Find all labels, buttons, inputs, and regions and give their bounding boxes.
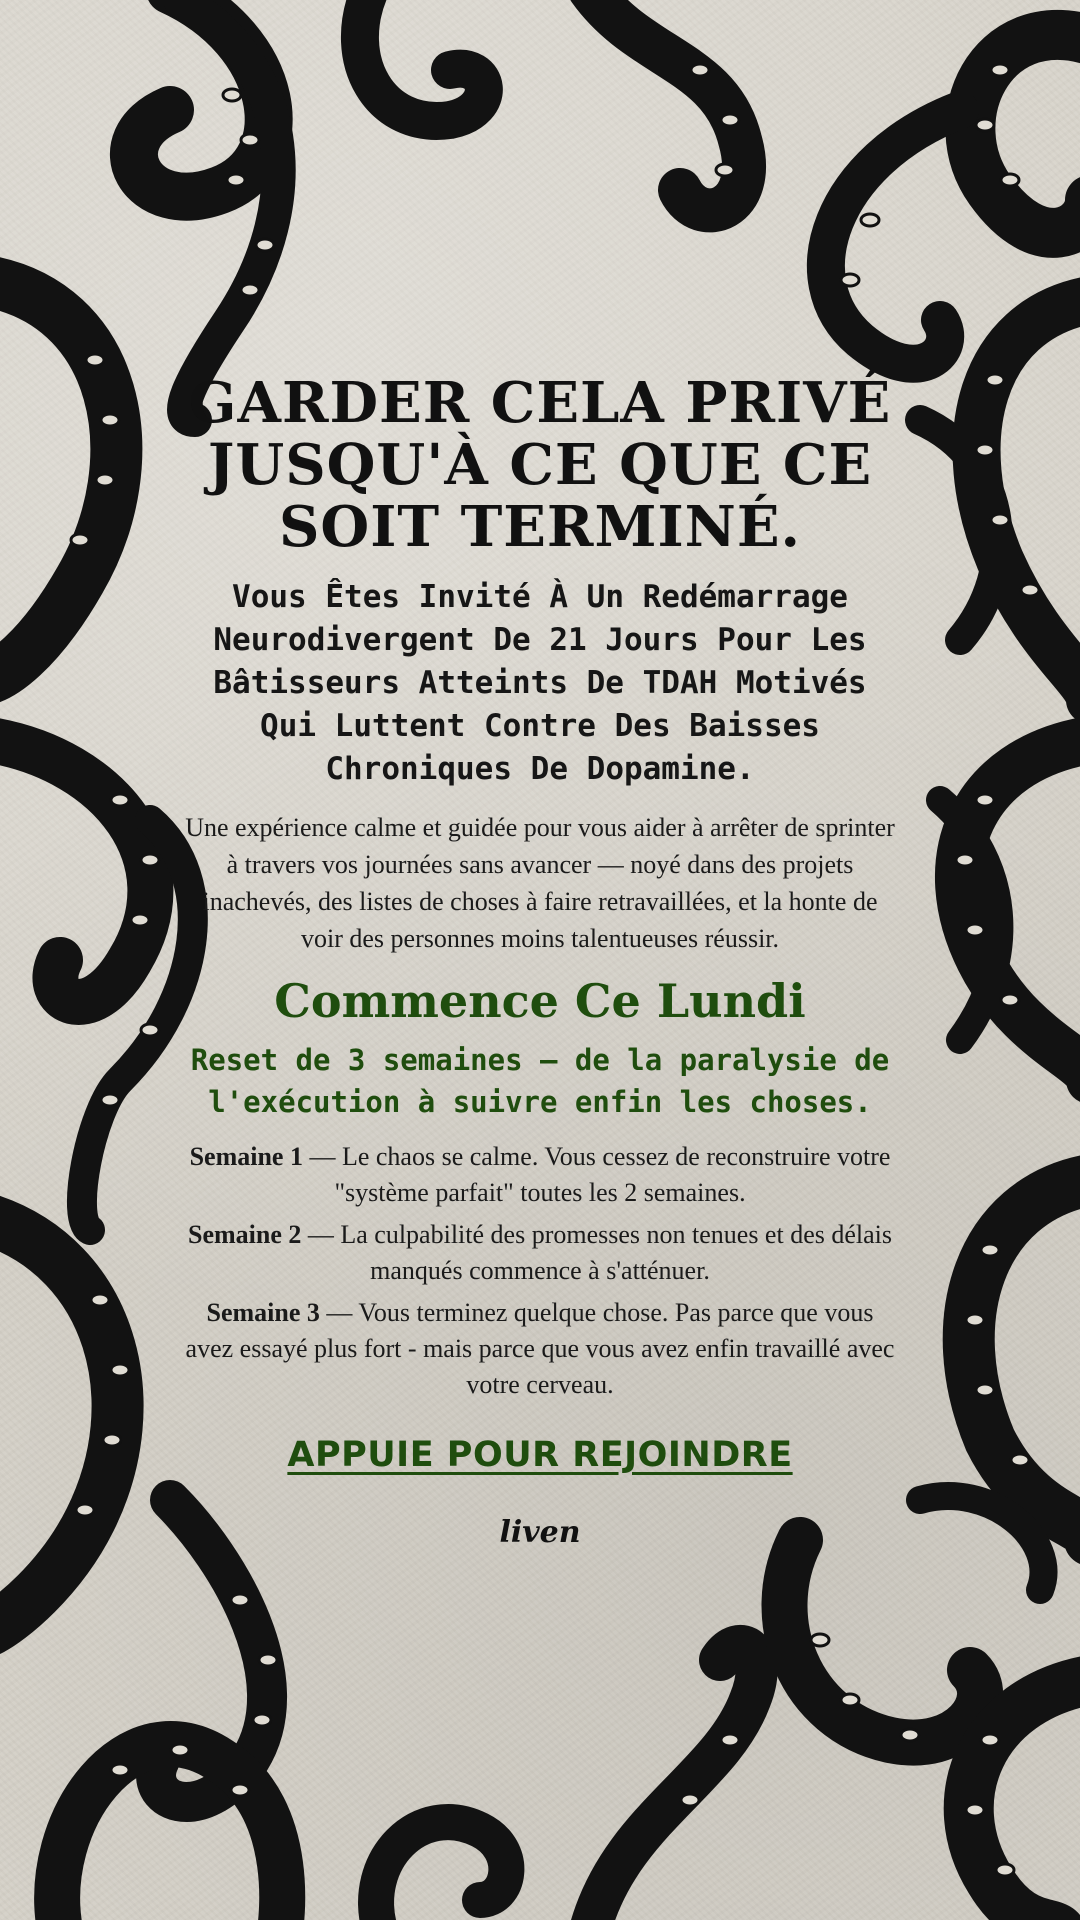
tentacle-left-middle — [0, 740, 150, 1002]
description: Une expérience calme et guidée pour vous aider à arrêter de sprinter à travers vos journées sans avancer — noyé dans des projets inachevés, des listes de choses à faire retravaillées, et la honte de voir des personnes moins talentueuses réussir. — [185, 813, 895, 953]
start-subtitle: Reset de 3 semaines — de la paralysie de l'exécution à suivre enfin les choses. — [190, 1043, 890, 1119]
weeks-list — [180, 1139, 900, 1403]
week-item-3 — [180, 1295, 900, 1403]
week-text: — Vous terminez quelque chose. Pas parce que vous avez essayé plus fort - mais parce que vous avez enfin travaillé avec votre cerveau. — [185, 1298, 895, 1399]
tentacle-top-right-1 — [970, 35, 1080, 233]
tentacle-top-center — [360, 0, 484, 121]
tentacle-bottom-center-right — [590, 1646, 757, 1920]
tentacle-left-lower — [0, 1220, 118, 1630]
subheadline: Vous Êtes Invité À Un Redémarrage Neurodivergent De 21 Jours Pour Les Bâtisseurs Atteints De TDAH Motivés Qui Luttent Contre Des Baisses Chroniques De Dopamine. — [213, 579, 867, 787]
week-text: — Le chaos se calme. Vous cessez de reconstruire votre "système parfait" toutes les 2 semaines. — [302, 1142, 891, 1207]
tentacle-top-center-right — [590, 0, 744, 210]
tentacle-right-lower-2 — [920, 1496, 1043, 1590]
start-title: Commence Ce Lundi — [274, 974, 806, 1028]
brand-logo: liven — [499, 1515, 581, 1550]
week-label: Semaine 1 — [189, 1142, 303, 1171]
invitation-card — [180, 372, 900, 1550]
week-text: — La culpabilité des promesses non tenues et des délais manqués commence à s'atténuer. — [301, 1220, 892, 1285]
tentacle-bottom-right-2 — [969, 1680, 1080, 1920]
week-item-1 — [180, 1139, 900, 1211]
week-label: Semaine 3 — [206, 1298, 320, 1327]
tentacle-top-right-2 — [826, 110, 960, 364]
tentacle-bottom-center — [376, 1822, 506, 1920]
headline: GARDER CELA PRIVÉ JUSQU'À CE QUE CE SOIT TERMINÉ. — [188, 370, 892, 560]
join-link[interactable]: APPUIE POUR REJOINDRE — [287, 1435, 793, 1475]
tentacle-right-lower — [969, 1180, 1080, 1540]
week-item-2 — [180, 1217, 900, 1289]
week-label: Semaine 2 — [187, 1220, 302, 1249]
